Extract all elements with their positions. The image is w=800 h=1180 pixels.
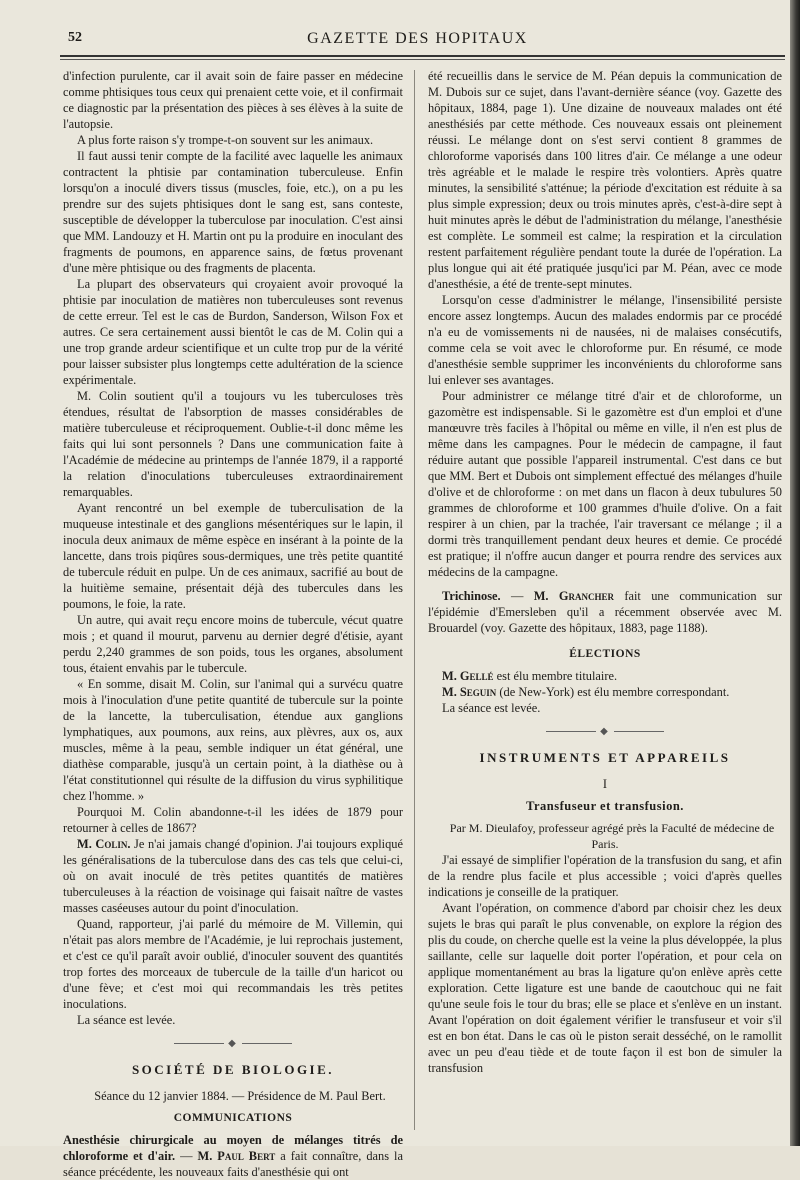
paragraph: Lorsqu'on cesse d'administrer le mélange, l'insensibilité persiste encore assez longtemps. Aucun des malades endormis par ce procédé n'a eu de vomissements ni de nausées, ni de malaises consécutifs, comme cela se voit avec le chloroforme pur. En résumé, ce mode d'anesthésie semble supprimer les inconvénients du chloroforme sans lui enlever ses avantages. (428, 293, 782, 387)
paragraph: « En somme, disait M. Colin, sur l'animal qui a survécu quatre mois à l'inoculation d'une petite quantité de tubercule sur la pointe de la lancette, la tuberculisation, étendue aux ganglions lymphatiques, aux poumons, aux reins, aux plèvres, aux os, aux muscles, même à la peau, semble indiquer un état général, une diathèse comparable, jusqu'à un certain point, à la diathèse ou à l'état constitutionnel qui résulte de la diffusion du virus syphilitique chez l'homme. » (63, 677, 403, 803)
paragraph: Pourquoi M. Colin abandonne-t-il les idées de 1879 pour retourner à celles de 1867? (63, 805, 403, 835)
paragraph: Quand, rapporteur, j'ai parlé du mémoire de M. Villemin, qui n'était pas alors membre de l'Académie, je lui reprochais justement, et c'est ce qu'il paraît avoir oublié, d'inoculer souvent des quantités trop fortes des morceaux de tubercule de la taille d'un haricot ou d'une fève; et c'est moi qui recommandais les très petites inoculations. (63, 917, 403, 1011)
roman-numeral: I (602, 777, 608, 791)
seance-line: Séance du 12 janvier 1884. — Présidence de M. Paul Bert. (94, 1089, 386, 1103)
paragraph: J'ai essayé de simplifier l'opération de la transfusion du sang, et afin de la rendre plus facile et plus accessible ; voici d'après quelles indications je conseille de la pratiquer. (428, 853, 782, 899)
paragraph: La plupart des observateurs qui croyaient avoir provoqué la phtisie par inoculation de matières non tuberculeuses sont revenus de cette erreur. Tel est le cas de Burdon, Sanderson, Wilson Fox et autres. Ce sera certainement aussi bientôt le cas de M. Colin qui a une trop grande ardeur scientifique et un culte trop pur de la vérité pour laisser subsister plus longtemps cette adultération de la science expérimentale. (63, 277, 403, 387)
paragraph: La séance est levée. (442, 701, 541, 715)
journal-title: GAZETTE DES HOPITAUX (307, 30, 528, 47)
speaker-name: M. Colin. (77, 837, 131, 851)
header-rule-thick (60, 55, 785, 57)
byline: Par M. Dieulafoy, professeur agrégé près la Faculté de médecine de Paris. (449, 821, 775, 851)
anesthesie-lead: Anesthésie chirurgicale au moyen de mélanges titrés de chloroforme et d'air. (63, 1133, 403, 1163)
trichinose-lead: Trichinose. (442, 589, 501, 603)
speaker-text: Je n'ai jamais changé d'opinion. J'ai toujours expliqué les généralisations de la tuberculose dans des cas tels que celui-ci, où on avait inoculé de très petites quantités de matières tuberculeuses à la réaction de voisinage qui faisait naître de vastes masses caséeuses autour du point d'inoculation. (63, 837, 403, 915)
election-text: est élu membre titulaire. (493, 669, 618, 683)
paragraph: M. Colin soutient qu'il a toujours vu les tuberculoses très étendues, résultat de l'absorption de masses considérables de matière tuberculeuse et réciproquement. Oublie-t-il donc même les faits qui lui sont personnels ? Dans une communication faite à l'Académie de médecine au printemps de l'année 1879, il a rapporté la relation d'inoculations tuberculeuses extraordinairement remarquables. (63, 389, 403, 499)
paragraph (63, 1132, 403, 1180)
paragraph: Il faut aussi tenir compte de la facilité avec laquelle les animaux contractent la phtisie par contamination tuberculeuse. Enfin lorsqu'on a inoculé divers tissus (muscles, foie, etc.), on a pu les prendre sur des sujets phtisiques dont le sang est, sans conteste, susceptible de développer la tuberculose par inoculation. C'est ainsi que MM. Landouzy et H. Martin ont pu la produire en inoculant des fragments de poumons, en apparence sains, de fœtus provenant d'une mère phtisique ou des fragments de placenta. (63, 149, 403, 275)
paragraph (63, 836, 403, 916)
paragraph (428, 588, 782, 636)
paragraph: Un autre, qui avait reçu encore moins de tubercule, vécut quatre mois ; et quand il mourut, parvenu au dernier degré d'étisie, ayant perdu 2,240 grammes de son poids, tous les organes, absolument tous, étaient envahis par le tubercule. (63, 613, 403, 675)
paragraph (428, 684, 782, 700)
ornament-divider: ◆ (428, 724, 782, 740)
dash: — (175, 1149, 198, 1163)
anesthesie-text: a fait connaître, dans la séance précédente, les nouveaux faits d'anesthésie qui ont (63, 1149, 403, 1179)
page-header (50, 12, 785, 62)
paragraph: Ayant rencontré un bel exemple de tuberculisation de la muqueuse intestinale et des ganglions mésentériques sur le lapin, il inocula deux animaux de même espèce en insérant à la pointe de la lancette, dans trois piqûres sous-dermiques, une très petite quantité de tubercule réduit en pulpe. Un de ces animaux, sacrifié au bout de la huitième semaine, présentait déjà des tubercules dans les poumons, le foie, la rate. (63, 501, 403, 611)
paragraph: d'infection purulente, car il avait soin de faire passer en médecine comme phtisiques tous ceux qui prenaient cette voie, et il confirmait ce diagnostic par la présentation des pièces à ses élèves à la suite de l'autopsie. (63, 69, 403, 131)
paragraph: Avant l'opération, on commence d'abord par choisir chez les deux sujets le bras qui paraît le plus convenable, on explore la région des plis du coude, on cherche quelle est la veine la plus développée, la plus saillante, celle sur laquelle doit porter l'opération, et pour cela on applique momentanément au bras la ligature qu'on enlève après cette exploration. Cette ligature est une bande de caoutchouc qui ne fait qu'une seule fois le tour du bras; elle se place et s'enlève en un instant. Avant l'opération on doit également vérifier le transfuseur et voir s'il est en bon état. Dans le cas où le piston serait desséché, on le ramollit avec un peu d'eau tiède et de toute façon il est bon de simuler la transfusion (428, 901, 782, 1075)
binding-edge (790, 0, 800, 1146)
paragraph: Pour administrer ce mélange titré d'air et de chloroforme, un gazomètre est indispensable. Si le gazomètre est d'un emploi et d'une manœuvre très faciles à l'hôpital ou même en ville, il n'en est plus de même dans les campagnes. Pour le médecin de campagne, il faut réduire autant que possible l'appareil instrumental. C'est dans ce but que MM. Bert et Dubois ont simplement effectué des mélanges d'huile d'olive et de chloroforme : on met dans un flacon à deux tubulures 50 grammes de chloroforme et 100 grammes d'huile d'olive. On a fait respirer à un chien, par la trachée, l'air traversant ce mélange ; il a dormi très tranquillement pendant deux heures et demie. Ce procédé est pratique; il n'offre aucun danger et pourra rendre des services aux médecins de la campagne. (428, 389, 782, 579)
paragraph: La séance est levée. (77, 1013, 176, 1027)
header-rule-thin (60, 59, 785, 60)
election-text: (de New-York) est élu membre correspondant. (496, 685, 730, 699)
communications-heading: COMMUNICATIONS (173, 1112, 293, 1124)
section-title-societe: SOCIÉTÉ DE BIOLOGIE. (131, 1062, 335, 1077)
dash: — (500, 589, 534, 603)
paragraph: A plus forte raison s'y trompe-t-on souvent sur les animaux. (77, 133, 374, 147)
member-name: M. Gellé (442, 669, 494, 683)
ornament-divider: ◆ (63, 1036, 403, 1052)
left-column (63, 68, 403, 1180)
speaker-name: M. Grancher (533, 589, 614, 603)
speaker-name: M. Paul Bert (197, 1149, 276, 1163)
member-name: M. Seguin (442, 685, 497, 699)
page-number: 52 (68, 30, 82, 45)
transfuseur-title: Transfuseur et transfusion. (526, 799, 684, 813)
section-title-instruments: INSTRUMENTS ET APPAREILS (479, 750, 731, 765)
paragraph: été recueillis dans le service de M. Péan depuis la communication de M. Dubois sur ce sujet, dans l'avant-dernière séance (voy. Gazette des hôpitaux, 1884, page 1). Une dizaine de nouveaux malades ont été anesthésiés par cette méthode. Ces nouveaux essais ont pleinement réussi. Le mélange dont on s'est servi contient 8 grammes de chloroforme vaporisés dans 100 litres d'air. Ce mélange a une odeur très agréable et le malade le respire très volontiers. Après quatre minutes, la sensibilité s'atténue; la période d'excitation est réduite à sa plus simple expression; deux ou trois minutes après, c'est-à-dire sept à huit minutes après le début de l'administration du mélange, l'anesthésie est complète. Le sommeil est calme; la respiration et la circulation restent parfaitement régulière pendant toute la durée de l'opération. La plus longue qui ait été pratiquée jusqu'ici par M. Péan, avec ce mode d'anesthésie, a été de trente-sept minutes. (428, 69, 782, 291)
trichinose-text: fait une communication sur l'épidémie d'Emersleben qu'il a récemment observée avec M. Brouardel (voy. Gazette des hôpitaux, 1883, page 1188). (428, 589, 783, 635)
elections-heading: ÉLECTIONS (569, 648, 641, 660)
column-divider (414, 70, 415, 1130)
right-column (428, 68, 782, 1076)
paragraph (428, 668, 782, 684)
